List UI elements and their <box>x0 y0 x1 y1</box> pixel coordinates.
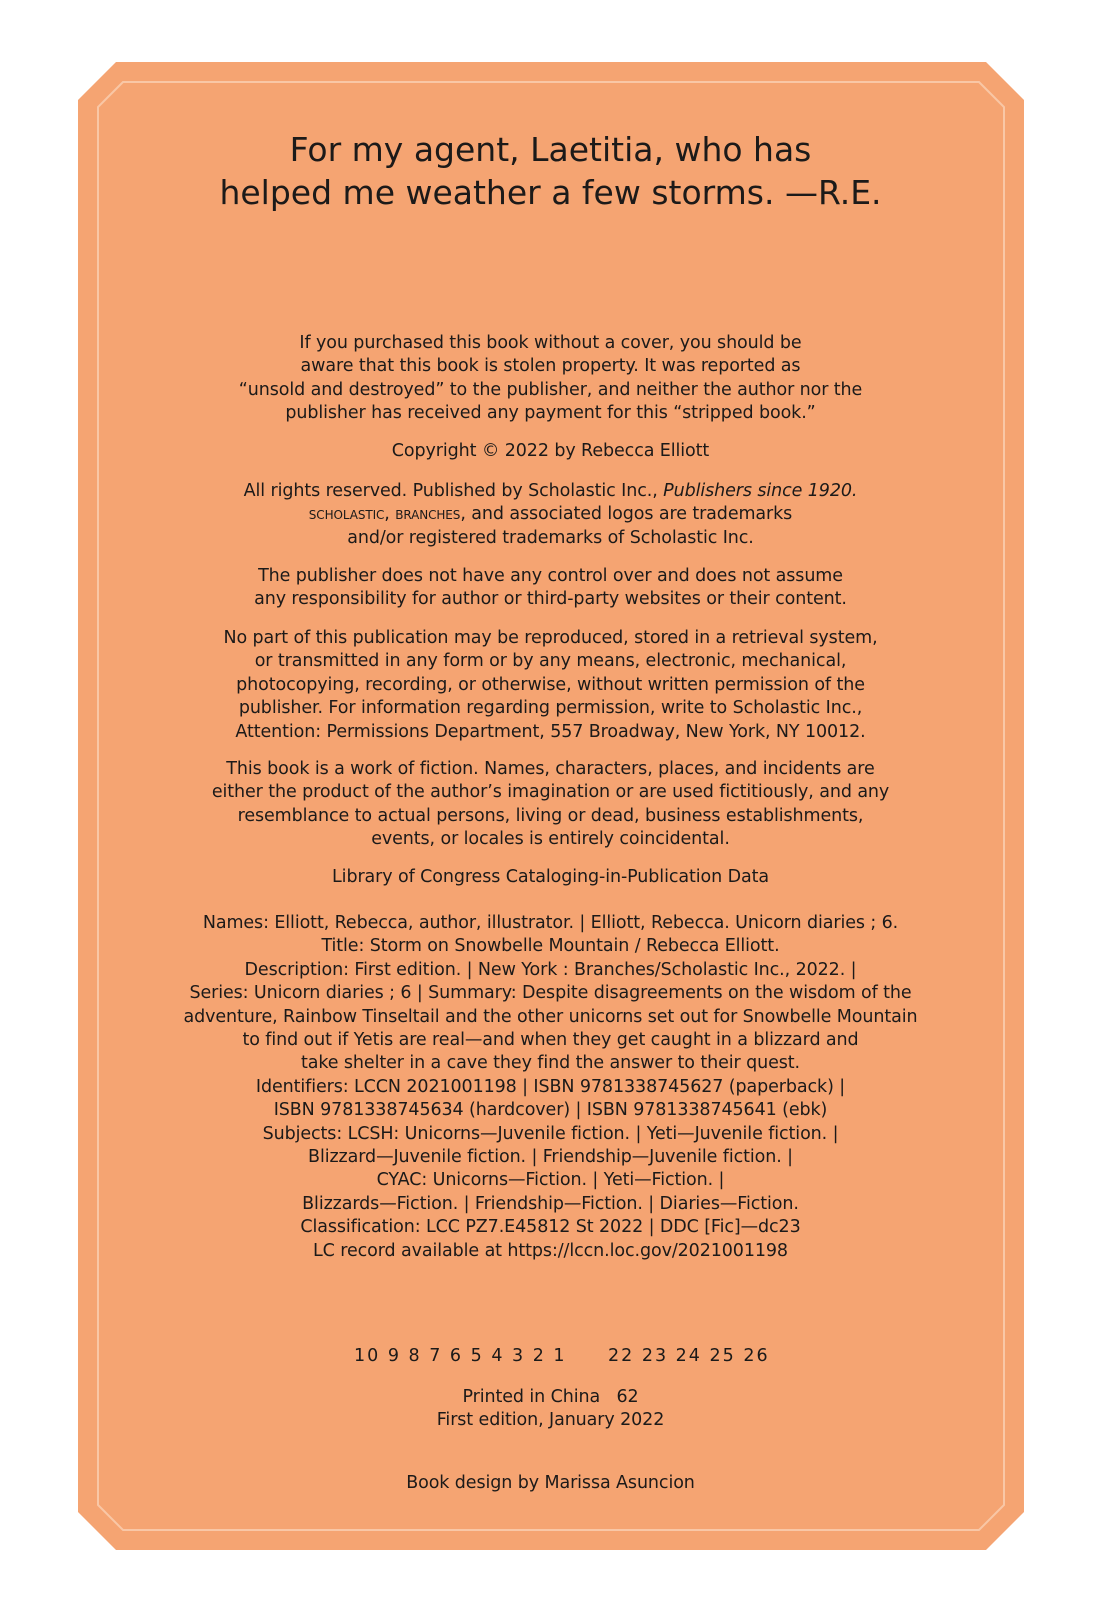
notice-line: aware that this book is stolen property. It was reported as <box>300 356 801 377</box>
websites-disclaimer <box>0 565 1101 612</box>
cip-line: Blizzards—Fiction. | Friendship—Fiction. | Diaries—Fiction. <box>302 1193 799 1214</box>
rights-notice <box>0 480 1101 550</box>
cip-line: Identifiers: LCCN 2021001198 | ISBN 9781338745627 (paperback) | <box>255 1076 846 1097</box>
notice-line: or transmitted in any form or by any means, electronic, mechanical, <box>254 651 847 672</box>
rights-text: , <box>384 504 396 525</box>
dedication <box>0 128 1101 214</box>
cip-line: to find out if Yetis are real—and when they get caught in a blizzard and <box>242 1030 859 1051</box>
disclaimer-line: either the product of the author’s imagination or are used fictitiously, and any <box>211 782 890 803</box>
rights-text: All rights reserved. Published by Scholastic Inc., <box>243 481 664 501</box>
copyright-notice <box>0 440 1101 463</box>
rights-line <box>0 480 1101 503</box>
cip-line: take shelter in a cave they find the answer to their quest. <box>300 1053 801 1074</box>
cip-heading-text: Library of Congress Cataloging-in-Publication Data <box>332 867 769 887</box>
notice-line: No part of this publication may be reproduced, stored in a retrieval system, <box>223 628 878 648</box>
cip-line: Description: First edition. | New York : Branches/Scholastic Inc., 2022. | <box>244 959 857 980</box>
cip-line: Subjects: LCSH: Unicorns—Juvenile fiction. | Yeti—Juvenile fiction. | <box>262 1123 839 1144</box>
cip-data <box>0 912 1101 1263</box>
cip-line: Names: Elliott, Rebecca, author, illustrator. | Elliott, Rebecca. Unicorn diaries ; 6. <box>202 913 899 933</box>
notice-line: Attention: Permissions Department, 557 Broadway, New York, NY 10012. <box>235 721 866 742</box>
rights-text: , and associated logos are trademarks <box>460 504 793 525</box>
disclaimer-line: resemblance to actual persons, living or dead, business establishments, <box>237 805 864 826</box>
dedication-line: For my agent, Laetitia, who has <box>289 130 812 169</box>
dedication-line: helped me weather a few storms. —R.E. <box>219 173 882 212</box>
cip-line: Blizzard—Juvenile fiction. | Friendship—Juvenile fiction. | <box>308 1147 793 1168</box>
trademark-scholastic: scholastic <box>308 504 385 525</box>
rights-line: and/or registered trademarks of Scholastic Inc. <box>347 527 754 548</box>
printing-info <box>0 1386 1101 1433</box>
rights-line <box>0 503 1101 526</box>
year-line: 22 23 24 25 26 <box>608 1346 770 1366</box>
stripped-book-notice <box>0 332 1101 426</box>
notice-line: If you purchased this book without a cover, you should be <box>299 333 802 353</box>
cip-line: ISBN 9781338745634 (hardcover) | ISBN 9781338745641 (ebk) <box>273 1100 828 1121</box>
cip-line: CYAC: Unicorns—Fiction. | Yeti—Fiction. | <box>376 1170 725 1191</box>
disclaimer-line: any responsibility for author or third-party websites or their content. <box>254 589 847 610</box>
cip-line: Series: Unicorn diaries ; 6 | Summary: Despite disagreements on the wisdom of the <box>189 983 912 1004</box>
notice-line: publisher. For information regarding permission, write to Scholastic Inc., <box>238 698 863 719</box>
publisher-tagline: Publishers since 1920. <box>663 481 858 501</box>
cip-line: LC record available at https://lccn.loc.gov/2021001198 <box>313 1240 788 1261</box>
notice-line: photocopying, recording, or otherwise, without written permission of the <box>236 674 865 695</box>
reproduction-notice <box>0 627 1101 744</box>
trademark-branches: branches <box>395 504 461 525</box>
notice-line: “unsold and destroyed” to the publisher, and neither the author nor the <box>238 379 863 400</box>
print-line: 10 9 8 7 6 5 4 3 2 1 <box>354 1346 567 1366</box>
disclaimer-line: events, or locales is entirely coincidental. <box>371 829 730 850</box>
fiction-disclaimer <box>0 758 1101 852</box>
design-credit <box>0 1472 1101 1495</box>
notice-line: publisher has received any payment for this “stripped book.” <box>285 403 816 424</box>
design-credit-text: Book design by Marissa Asuncion <box>406 1473 695 1493</box>
cip-line: adventure, Rainbow Tinseltail and the other unicorns set out for Snowbelle Mountain <box>183 1006 918 1027</box>
cip-line: Title: Storm on Snowbelle Mountain / Rebecca Elliott. <box>321 936 780 957</box>
disclaimer-line: This book is a work of fiction. Names, characters, places, and incidents are <box>226 759 875 779</box>
edition: First edition, January 2022 <box>436 1410 665 1431</box>
cip-line: Classification: LCC PZ7.E45812 St 2022 | DDC [Fic]—dc23 <box>300 1217 801 1238</box>
disclaimer-line: The publisher does not have any control over and does not assume <box>258 566 843 586</box>
copyright-line: Copyright © 2022 by Rebecca Elliott <box>391 441 710 461</box>
printed-in: Printed in China 62 <box>462 1387 639 1407</box>
cip-heading <box>0 866 1101 889</box>
